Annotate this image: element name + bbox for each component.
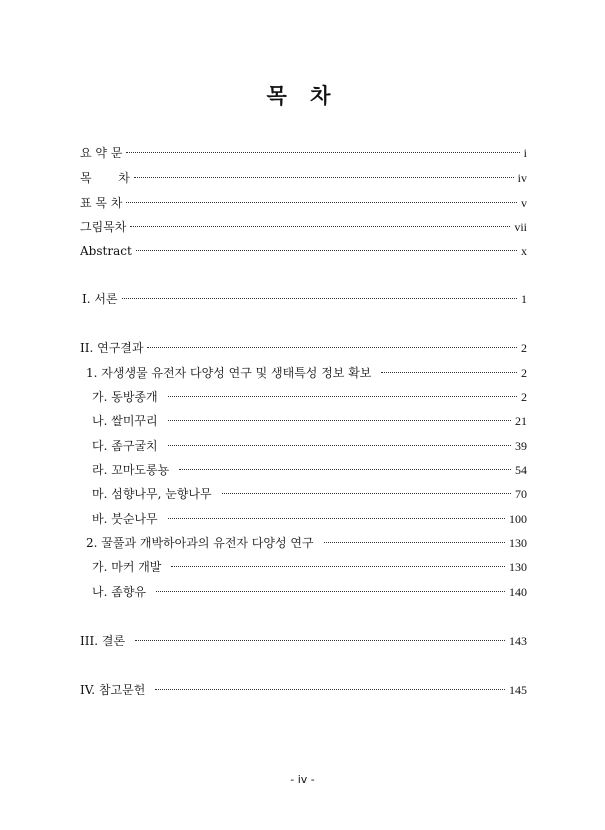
toc-page-number: 1: [521, 292, 527, 306]
toc-page-number: iv: [517, 171, 527, 185]
toc-entry-1-ga: [92, 387, 527, 407]
toc-entry-1-ra: [92, 460, 527, 480]
toc-page-number: 2: [521, 390, 527, 404]
toc-entry-1-ba: [92, 509, 527, 529]
dot-leader: [168, 445, 511, 446]
dot-leader: [171, 566, 505, 567]
toc-entry-introduction: [82, 289, 527, 309]
toc-entry-label: II. 연구결과: [80, 341, 144, 355]
toc-entry-label: 1. 자생생물 유전자 다양성 연구 및 생태특성 정보 확보: [86, 366, 372, 380]
dot-leader: [134, 177, 514, 178]
dot-leader: [155, 689, 505, 690]
toc-entry-references: [80, 680, 527, 700]
toc-entry-label: 바. 붓순나무: [92, 512, 158, 526]
toc-entry-summary: [80, 143, 527, 163]
dot-leader: [122, 298, 517, 299]
toc-entry-contents: [80, 168, 527, 188]
toc-entry-label: 라. 꼬마도롱뇽: [92, 463, 170, 477]
toc-page-number: 70: [515, 487, 527, 501]
dot-leader: [126, 202, 517, 203]
dot-leader: [135, 640, 505, 641]
toc-entry-2-na: [92, 582, 527, 602]
toc-page-number: 145: [509, 683, 527, 697]
toc-page-number: v: [521, 196, 527, 210]
dot-leader: [130, 226, 510, 227]
page-title: 목 차: [266, 84, 339, 108]
dot-leader: [136, 250, 517, 251]
dot-leader: [168, 518, 505, 519]
toc-page-number: 130: [509, 536, 527, 550]
dot-leader: [324, 542, 505, 543]
toc-page-number: 2: [521, 341, 527, 355]
toc-entry-2-ga: [92, 557, 527, 577]
toc-entry-section-1: [86, 363, 527, 383]
toc-entry-label: 다. 좀구굴치: [92, 439, 158, 453]
toc-entry-label: 요 약 문: [80, 146, 123, 160]
toc-entry-label: 그림목차: [80, 220, 127, 234]
toc-entry-label: III. 결론: [80, 634, 126, 648]
dot-leader: [126, 152, 519, 153]
toc-entry-label: 마. 섬향나무, 눈향나무: [92, 487, 212, 501]
toc-entry-results: [80, 338, 527, 358]
dot-leader: [168, 396, 517, 397]
toc-entry-label: 나. 좀향유: [92, 585, 146, 599]
toc-entry-label: 표 목 차: [80, 196, 123, 210]
toc-page-number: x: [521, 244, 527, 258]
dot-leader: [168, 420, 511, 421]
toc-page-number: 21: [515, 414, 527, 428]
toc-entry-conclusion: [80, 631, 527, 651]
toc-entry-1-ma: [92, 484, 527, 504]
toc-entry-label: IV. 참고문헌: [80, 683, 146, 697]
toc-entry-label: 나. 쌀미꾸리: [92, 414, 158, 428]
dot-leader: [147, 347, 517, 348]
toc-entry-label: 2. 꿀풀과 개박하아과의 유전자 다양성 연구: [86, 536, 314, 550]
toc-entry-table-list: [80, 193, 527, 213]
toc-entry-figure-list: [80, 217, 527, 237]
toc-page-number: 39: [515, 439, 527, 453]
toc-page-number: 143: [509, 634, 527, 648]
toc-entry-section-2: [86, 533, 527, 553]
toc-entry-label: 가. 동방종개: [92, 390, 158, 404]
toc-page-number: 100: [509, 512, 527, 526]
page-footer: - iv -: [290, 773, 315, 786]
dot-leader: [156, 591, 505, 592]
toc-entry-1-na: [92, 411, 527, 431]
toc-entry-label: Ⅰ. 서론: [82, 292, 118, 306]
toc-entry-abstract: [80, 241, 527, 261]
toc-page-number: 54: [515, 463, 527, 477]
toc-entry-1-da: [92, 436, 527, 456]
dot-leader: [222, 493, 511, 494]
toc-page-number: i: [523, 146, 527, 160]
toc-page-number: 2: [521, 366, 527, 380]
toc-page-number: 140: [509, 585, 527, 599]
dot-leader: [381, 372, 517, 373]
dot-leader: [179, 469, 511, 470]
toc-page-number: vii: [514, 220, 527, 234]
toc-entry-label: Abstract: [80, 244, 132, 258]
toc-entry-label: 가. 마커 개발: [92, 560, 162, 574]
toc-entry-label: 목 차: [80, 171, 130, 185]
toc-page-number: 130: [509, 560, 527, 574]
